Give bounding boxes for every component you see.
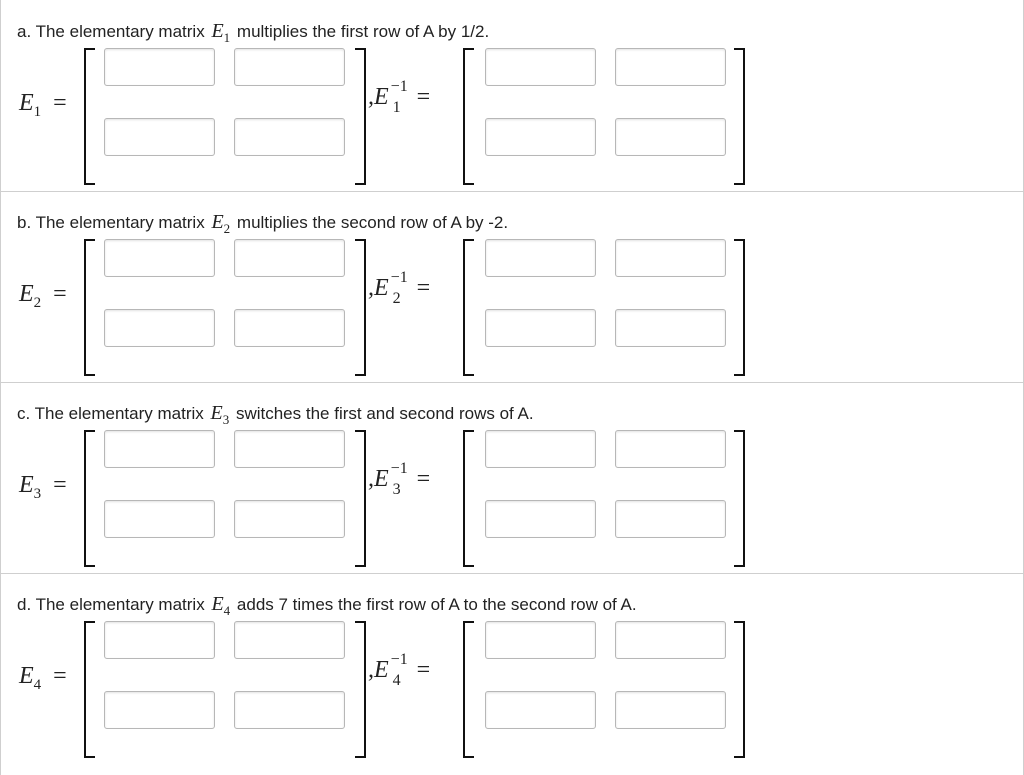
equals-sign: = xyxy=(416,466,431,492)
inverse-cell-r2c2[interactable] xyxy=(615,691,726,729)
left-bracket xyxy=(463,430,474,567)
inverse-cell-r2c2[interactable] xyxy=(615,309,726,347)
inverse-cell-r1c1[interactable] xyxy=(485,621,596,659)
question-prefix: b. The elementary matrix xyxy=(17,213,205,232)
part-a-question xyxy=(17,20,489,46)
question-prefix: d. The elementary matrix xyxy=(17,595,205,614)
left-bracket xyxy=(84,239,95,376)
matrix-label: $E_4$ = xyxy=(19,663,67,693)
right-bracket xyxy=(355,430,366,567)
matrix-symbol: $E_2$ xyxy=(211,211,231,236)
part-d-section xyxy=(1,573,1023,764)
equals-sign: = xyxy=(53,472,67,498)
inverse-cell-r2c1[interactable] xyxy=(485,691,596,729)
left-bracket xyxy=(84,48,95,185)
question-suffix: multiplies the second row of A by -2. xyxy=(236,213,509,232)
right-bracket xyxy=(355,48,366,185)
matrix-cell-r2c1[interactable] xyxy=(104,691,215,729)
inverse-cell-r2c2[interactable] xyxy=(615,500,726,538)
question-prefix: a. The elementary matrix xyxy=(17,22,205,41)
matrix-symbol: $E_4$ xyxy=(211,593,231,618)
right-bracket xyxy=(355,621,366,758)
matrix-symbol: $E_3$ xyxy=(210,402,230,427)
matrix-cell-r1c1[interactable] xyxy=(104,48,215,86)
inverse-label: ,E −1 1 = xyxy=(368,78,431,116)
matrix-cell-r2c1[interactable] xyxy=(104,500,215,538)
inverse-cell-r2c2[interactable] xyxy=(615,118,726,156)
equals-sign: = xyxy=(416,84,431,110)
right-bracket xyxy=(355,239,366,376)
part-c-question xyxy=(17,402,534,428)
matrix-cell-r2c1[interactable] xyxy=(104,118,215,156)
left-bracket xyxy=(463,48,474,185)
equals-sign: = xyxy=(416,275,431,301)
question-suffix: switches the first and second rows of A. xyxy=(235,404,534,423)
matrix-cell-r1c2[interactable] xyxy=(234,621,345,659)
matrix-cell-r1c1[interactable] xyxy=(104,239,215,277)
left-bracket xyxy=(463,621,474,758)
right-bracket xyxy=(734,239,745,376)
inverse-cell-r1c2[interactable] xyxy=(615,48,726,86)
equals-sign: = xyxy=(53,90,67,116)
question-suffix: adds 7 times the first row of A to the second row of A. xyxy=(236,595,637,614)
right-bracket xyxy=(734,430,745,567)
matrix-cell-r2c2[interactable] xyxy=(234,309,345,347)
left-bracket xyxy=(84,430,95,567)
matrix-label: $E_1$ = xyxy=(19,90,67,120)
matrix-cell-r2c2[interactable] xyxy=(234,118,345,156)
matrix-cell-r1c2[interactable] xyxy=(234,430,345,468)
matrix-cell-r2c2[interactable] xyxy=(234,691,345,729)
part-c-section xyxy=(1,382,1023,574)
inverse-label: ,E −1 4 = xyxy=(368,651,431,689)
inverse-label: ,E −1 2 = xyxy=(368,269,431,307)
matrix-label: $E_3$ = xyxy=(19,472,67,502)
inverse-cell-r1c1[interactable] xyxy=(485,430,596,468)
matrix-cell-r1c1[interactable] xyxy=(104,430,215,468)
inverse-cell-r2c1[interactable] xyxy=(485,500,596,538)
equals-sign: = xyxy=(416,657,431,683)
equals-sign: = xyxy=(53,663,67,689)
equals-sign: = xyxy=(53,281,67,307)
inverse-cell-r1c1[interactable] xyxy=(485,239,596,277)
matrix-symbol: $E_1$ xyxy=(211,20,231,45)
part-d-question xyxy=(17,593,637,619)
inverse-label: ,E −1 3 = xyxy=(368,460,431,498)
right-bracket xyxy=(734,48,745,185)
inverse-cell-r1c1[interactable] xyxy=(485,48,596,86)
left-bracket xyxy=(463,239,474,376)
question-prefix: c. The elementary matrix xyxy=(17,404,204,423)
matrix-cell-r2c2[interactable] xyxy=(234,500,345,538)
right-bracket xyxy=(734,621,745,758)
matrix-cell-r1c1[interactable] xyxy=(104,621,215,659)
matrix-label: $E_2$ = xyxy=(19,281,67,311)
inverse-cell-r2c1[interactable] xyxy=(485,118,596,156)
inverse-cell-r1c2[interactable] xyxy=(615,621,726,659)
part-b-section xyxy=(1,191,1023,383)
inverse-cell-r1c2[interactable] xyxy=(615,430,726,468)
matrix-cell-r2c1[interactable] xyxy=(104,309,215,347)
matrix-cell-r1c2[interactable] xyxy=(234,239,345,277)
part-b-question xyxy=(17,211,508,237)
question-suffix: multiplies the first row of A by 1/2. xyxy=(236,22,490,41)
part-a-section xyxy=(1,0,1023,192)
left-bracket xyxy=(84,621,95,758)
inverse-cell-r1c2[interactable] xyxy=(615,239,726,277)
matrix-cell-r1c2[interactable] xyxy=(234,48,345,86)
inverse-cell-r2c1[interactable] xyxy=(485,309,596,347)
